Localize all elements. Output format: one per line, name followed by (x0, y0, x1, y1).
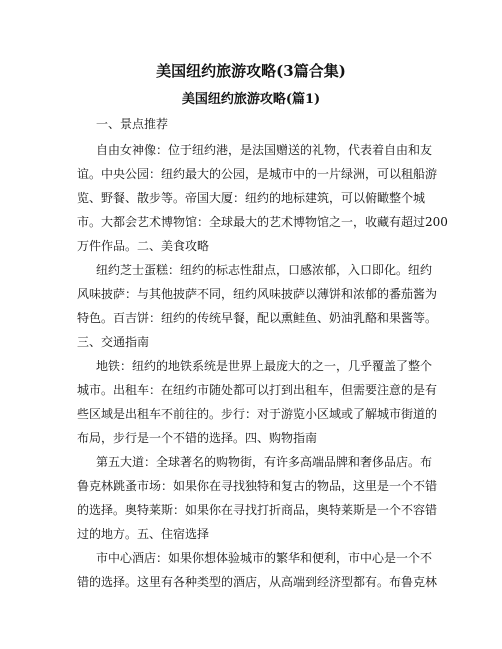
paragraph-line: 纽约芝士蛋糕：纽约的标志性甜点，口感浓郁，入口即化。纽约 (96, 263, 433, 277)
paragraph-line: 的选择。奥特莱斯：如果你在寻找打折商品，奥特莱斯是一个不容错 (77, 503, 438, 517)
paragraph-line: 过的地方。五、住宿选择 (77, 527, 210, 541)
paragraph-line: 市。大都会艺术博物馆：全球最大的艺术博物馆之一，收藏有超过200 (77, 215, 448, 229)
section-heading: 三、交通指南 (77, 335, 150, 349)
paragraph-line: 自由女神像：位于纽约港，是法国赠送的礼物，代表着自由和友 (96, 143, 433, 157)
paragraph-line: 地铁：纽约的地铁系统是世界上最庞大的之一，几乎覆盖了整个 (96, 359, 433, 373)
paragraph-line: 城市。出租车：在纽约市随处都可以打到出租车，但需要注意的是有 (77, 383, 438, 397)
paragraph-line: 鲁克林跳蚤市场：如果你在寻找独特和复古的物品，这里是一个不错 (77, 479, 438, 493)
paragraph-line: 些区域是出租车不前往的。步行：对于游览小区域或了解城市街道的 (77, 407, 438, 421)
paragraph-line: 谊。中央公园：纽约最大的公园，是城市中的一片绿洲，可以租船游 (77, 167, 438, 181)
paragraph-line: 市中心酒店：如果你想体验城市的繁华和便利，市中心是一个不 (96, 551, 433, 565)
section-heading: 一、景点推荐 (96, 117, 169, 131)
paragraph-line: 万件作品。二、美食攻略 (77, 239, 210, 253)
document-title: 美国纽约旅游攻略(3篇合集) (156, 62, 346, 80)
document-subtitle: 美国纽约旅游攻略(篇1) (181, 92, 321, 107)
paragraph-line: 第五大道：全球著名的购物街，有许多高端品牌和奢侈品店。布 (96, 455, 433, 469)
paragraph-line: 览、野餐、散步等。帝国大厦：纽约的地标建筑，可以俯瞰整个城 (77, 191, 426, 205)
paragraph-line: 特色。百吉饼：纽约的传统早餐，配以熏鲑鱼、奶油乳酪和果酱等。 (77, 311, 438, 325)
paragraph-line: 错的选择。这里有各种类型的酒店，从高端到经济型都有。布鲁克林 (77, 575, 438, 589)
paragraph-line: 布局，步行是一个不错的选择。四、购物指南 (77, 431, 318, 445)
paragraph-line: 风味披萨：与其他披萨不同，纽约风味披萨以薄饼和浓郁的番茄酱为 (77, 287, 438, 301)
